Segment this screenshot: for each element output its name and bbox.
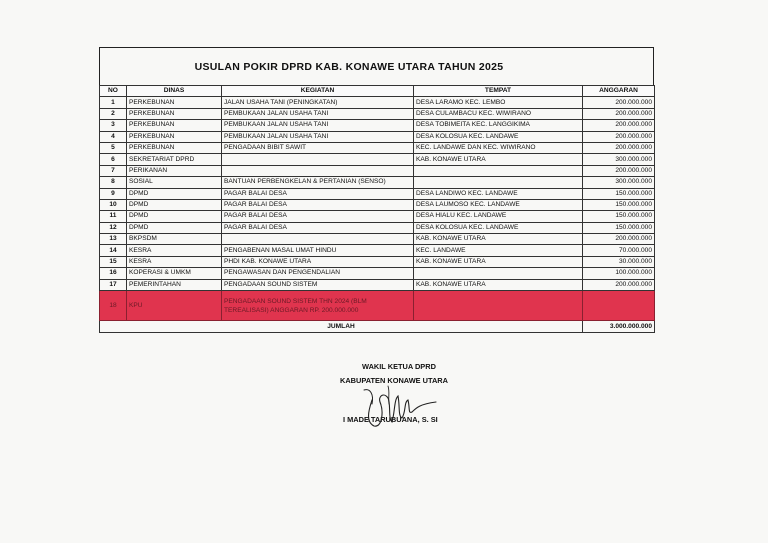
cell-dinas: DPMD — [127, 199, 222, 210]
cell-tempat: DESA LAUMOSO KEC. LANDAWE — [414, 199, 583, 210]
cell-no: 10 — [100, 199, 127, 210]
total-value: 3.000.000.000 — [583, 321, 655, 333]
cell-tempat — [414, 268, 583, 279]
cell-tempat: KAB. KONAWE UTARA — [414, 234, 583, 245]
cell-tempat: DESA HIALU KEC. LANDAWE — [414, 211, 583, 222]
cell-kegiatan: PENGABENAN MASAL UMAT HINDU — [222, 245, 414, 256]
cell-kegiatan — [222, 154, 414, 165]
cell-tempat: DESA TOBIMEITA KEC. LANGGIKIMA — [414, 120, 583, 131]
cell-anggaran: 200.000.000 — [583, 234, 655, 245]
cell-anggaran: 150.000.000 — [583, 188, 655, 199]
header-no: NO — [100, 86, 127, 97]
table-row — [100, 245, 655, 256]
cell-tempat: KAB. KONAWE UTARA — [414, 279, 583, 290]
cell-dinas: PERKEBUNAN — [127, 131, 222, 142]
cell-kegiatan: PENGADAAN SOUND SISTEM — [222, 279, 414, 290]
cell-anggaran: 200.000.000 — [583, 131, 655, 142]
handwritten-signature — [358, 382, 443, 432]
table-row — [100, 234, 655, 245]
cell-tempat: DESA CULAMBACU KEC. WIWIRANO — [414, 108, 583, 119]
cell-dinas: SOSIAL — [127, 177, 222, 188]
pokir-table — [99, 85, 655, 333]
table-row — [100, 154, 655, 165]
header-anggaran: ANGGARAN — [583, 86, 655, 97]
header-tempat: TEMPAT — [414, 86, 583, 97]
cell-dinas: KESRA — [127, 245, 222, 256]
table-row — [100, 120, 655, 131]
cell-no: 11 — [100, 211, 127, 222]
cell-no: 8 — [100, 177, 127, 188]
cell-kegiatan: PEMBUKAAN JALAN USAHA TANI — [222, 131, 414, 142]
cell-no: 16 — [100, 268, 127, 279]
cell-dinas: DPMD — [127, 211, 222, 222]
cell-dinas: PEMERINTAHAN — [127, 279, 222, 290]
table-row — [100, 279, 655, 290]
table-header-row — [100, 86, 655, 97]
cell-anggaran: 300.000.000 — [583, 154, 655, 165]
cell-anggaran: 200.000.000 — [583, 279, 655, 290]
table-row — [100, 211, 655, 222]
cell-kegiatan: BANTUAN PERBENGKELAN & PERTANIAN (SENSO) — [222, 177, 414, 188]
cell-anggaran: 70.000.000 — [583, 245, 655, 256]
total-row — [100, 321, 655, 333]
cell-dinas: BKPSDM — [127, 234, 222, 245]
cell-anggaran: 150.000.000 — [583, 199, 655, 210]
table-row — [100, 188, 655, 199]
cell-anggaran: 300.000.000 — [583, 177, 655, 188]
cell-anggaran: 30.000.000 — [583, 256, 655, 267]
cell-dinas: KPU — [127, 291, 222, 321]
cell-tempat — [414, 177, 583, 188]
table-row — [100, 291, 655, 321]
cell-kegiatan: PAGAR BALAI DESA — [222, 222, 414, 233]
cell-kegiatan: JALAN USAHA TANI (PENINGKATAN) — [222, 97, 414, 108]
cell-kegiatan: PENGADAAN BIBIT SAWIT — [222, 142, 414, 153]
cell-tempat: DESA KOLOSUA KEC. LANDAWE — [414, 131, 583, 142]
cell-anggaran: 150.000.000 — [583, 222, 655, 233]
cell-tempat — [414, 165, 583, 176]
table-row — [100, 268, 655, 279]
cell-anggaran: 200.000.000 — [583, 165, 655, 176]
table-row — [100, 131, 655, 142]
cell-anggaran: 150.000.000 — [583, 211, 655, 222]
cell-anggaran: 200.000.000 — [583, 97, 655, 108]
cell-kegiatan: PEMBUKAAN JALAN USAHA TANI — [222, 120, 414, 131]
cell-no: 4 — [100, 131, 127, 142]
cell-dinas: PERKEBUNAN — [127, 97, 222, 108]
header-dinas: DINAS — [127, 86, 222, 97]
cell-dinas: PERKEBUNAN — [127, 142, 222, 153]
cell-kegiatan: PHDI KAB. KONAWE UTARA — [222, 256, 414, 267]
cell-no: 14 — [100, 245, 127, 256]
cell-kegiatan: PEMBUKAAN JALAN USAHA TANI — [222, 108, 414, 119]
cell-kegiatan: PENGADAAN SOUND SISTEM THN 2024 (BLM TEREALISASI) ANGGARAN RP. 200.000.000 — [222, 291, 414, 321]
signatory-position: WAKIL KETUA DPRD — [362, 362, 436, 371]
cell-no: 12 — [100, 222, 127, 233]
header-kegiatan: KEGIATAN — [222, 86, 414, 97]
table-row — [100, 108, 655, 119]
title-box — [99, 47, 654, 85]
table-row — [100, 97, 655, 108]
cell-kegiatan: PAGAR BALAI DESA — [222, 211, 414, 222]
cell-no: 18 — [100, 291, 127, 321]
cell-anggaran: 200.000.000 — [583, 120, 655, 131]
cell-kegiatan: PAGAR BALAI DESA — [222, 199, 414, 210]
cell-anggaran: 100.000.000 — [583, 268, 655, 279]
cell-kegiatan: PENGAWASAN DAN PENGENDALIAN — [222, 268, 414, 279]
cell-no: 5 — [100, 142, 127, 153]
cell-no: 1 — [100, 97, 127, 108]
table-body — [100, 97, 655, 321]
cell-no: 9 — [100, 188, 127, 199]
signatory-institution: KABUPATEN KONAWE UTARA — [340, 376, 448, 385]
cell-dinas: PERKEBUNAN — [127, 120, 222, 131]
cell-no: 3 — [100, 120, 127, 131]
cell-anggaran: 200.000.000 — [583, 108, 655, 119]
cell-kegiatan — [222, 165, 414, 176]
cell-tempat: KAB. KONAWE UTARA — [414, 256, 583, 267]
cell-tempat: KAB. KONAWE UTARA — [414, 154, 583, 165]
cell-tempat: KEC. LANDAWE DAN KEC. WIWIRANO — [414, 142, 583, 153]
cell-kegiatan — [222, 234, 414, 245]
cell-no: 6 — [100, 154, 127, 165]
cell-tempat: DESA KOLOSUA KEC. LANDAWE — [414, 222, 583, 233]
table-row — [100, 256, 655, 267]
cell-dinas: DPMD — [127, 222, 222, 233]
cell-no: 13 — [100, 234, 127, 245]
cell-no: 15 — [100, 256, 127, 267]
cell-tempat: DESA LANDIWO KEC. LANDAWE — [414, 188, 583, 199]
cell-dinas: PERKEBUNAN — [127, 108, 222, 119]
cell-anggaran: 200.000.000 — [583, 142, 655, 153]
table-row — [100, 165, 655, 176]
cell-no: 7 — [100, 165, 127, 176]
table-row — [100, 142, 655, 153]
table-row — [100, 177, 655, 188]
cell-tempat: DESA LARAMO KEC. LEMBO — [414, 97, 583, 108]
cell-anggaran — [583, 291, 655, 321]
cell-dinas: SEKRETARIAT DPRD — [127, 154, 222, 165]
table-row — [100, 222, 655, 233]
cell-no: 17 — [100, 279, 127, 290]
signatory-name: I MADE TARUBUANA, S. SI — [343, 415, 438, 424]
pokir-document — [99, 47, 654, 333]
cell-dinas: DPMD — [127, 188, 222, 199]
document-title: USULAN POKIR DPRD KAB. KONAWE UTARA TAHUN 2025 — [194, 60, 504, 73]
cell-tempat — [414, 291, 583, 321]
cell-dinas: KESRA — [127, 256, 222, 267]
cell-tempat: KEC. LANDAWE — [414, 245, 583, 256]
cell-dinas: KOPERASI & UMKM — [127, 268, 222, 279]
total-label: JUMLAH — [100, 321, 583, 333]
cell-no: 2 — [100, 108, 127, 119]
table-row — [100, 199, 655, 210]
cell-kegiatan: PAGAR BALAI DESA — [222, 188, 414, 199]
cell-dinas: PERIKANAN — [127, 165, 222, 176]
